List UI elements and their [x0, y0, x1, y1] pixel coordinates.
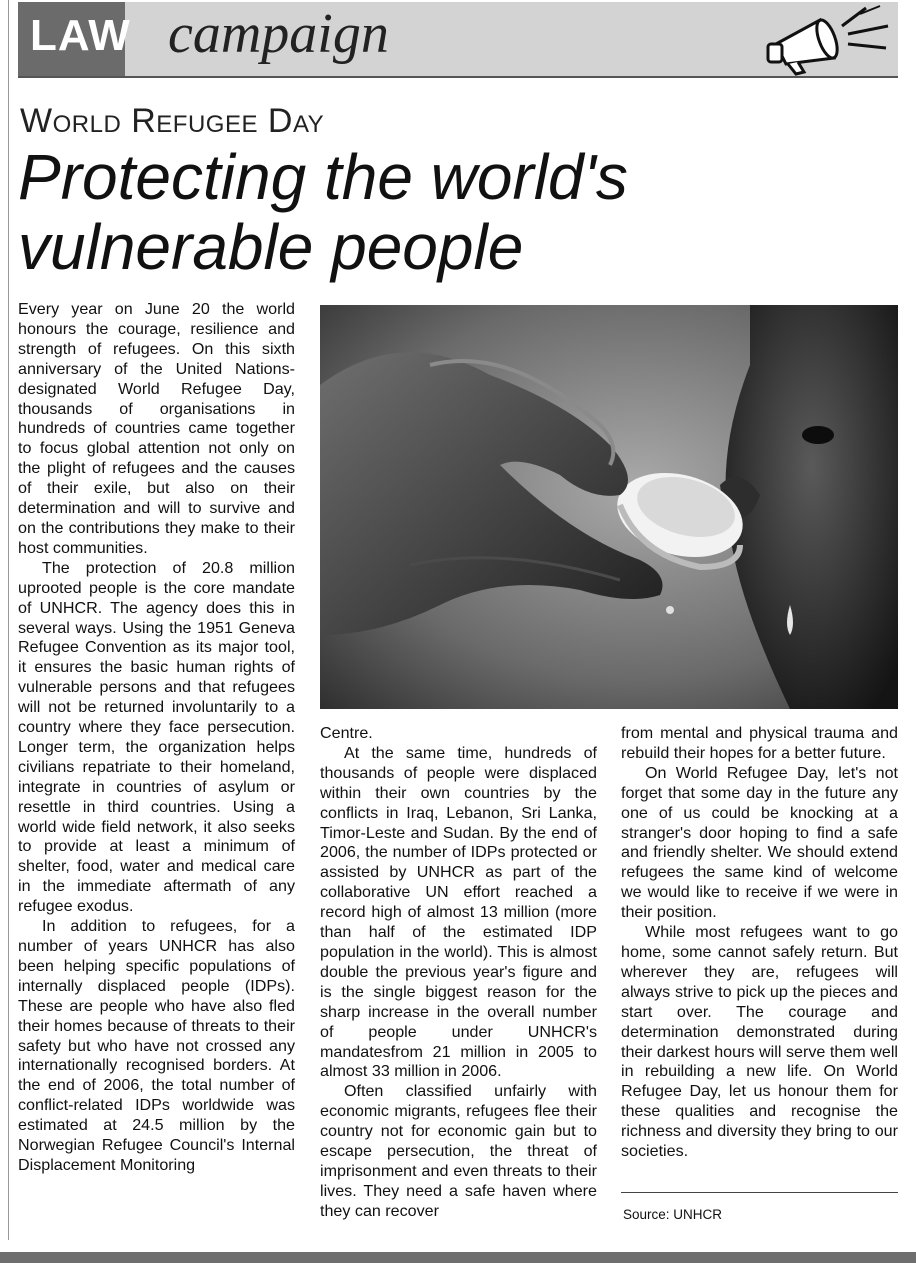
banner-underline [18, 76, 898, 78]
article-paragraph: The protection of 20.8 million uprooted people is the core mandate of UNHCR. The agency does this in several ways. Using the 1951 Geneva Refugee Convention as its major tool, it ensures the basic human rights of vulnerable persons and that refugees will not be returned involuntarily to a country where they face persecution. Longer term, the organization helps civilians repatriate to their homeland, integrate in countries of asylum or resettle in third countries. Using a world wide field network, it also seeks to provide at least a minimum of shelter, food, water and medical care in the immediate aftermath of any refugee exodus. [18, 558, 295, 916]
photo-hand-giving-water-to-child [320, 305, 898, 709]
source-divider [621, 1192, 898, 1193]
megaphone-icon [762, 4, 894, 76]
article-kicker: World Refugee Day [20, 102, 325, 140]
article-paragraph: In addition to refugees, for a number of years UNHCR has also been helping specific populations of internally displaced people (IDPs). These are people who have also fled their homes because of threats to their safety but who have not crossed any internationally recognised borders. At the end of 2006, the total number of conflict-related IDPs worldwide was estimated at 24.5 million by the Norwegian Refugee Council's Internal Displacement Monitoring [18, 917, 295, 1174]
section-prefix: LAW [30, 11, 131, 60]
article-paragraph: Every year on June 20 the world honours the courage, resilience and strength of refugees. On this sixth anniversary of the United Nations-designated World Refugee Day, thousands of organisations in hundreds of countries came together to focus global attention not only on the plight of refugees and the causes of their exile, but also on their determination and will to survive and on the contributions they make to their host communities. [18, 300, 295, 557]
article-column-1 [18, 300, 295, 1176]
article-source: Source: UNHCR [623, 1207, 723, 1222]
article-paragraph: Centre. [320, 724, 373, 742]
section-name: campaign [168, 3, 389, 65]
article-paragraph: While most refugees want to go home, some cannot safely return. But wherever they are, refugees will always strive to pick up the pieces and start over. The courage and determination demonstrated during their darkest hours will serve them well in rebuilding a new life. On World Refugee Day, let us honour them for these qualities and recognise the richness and diversity they bring to our societies. [621, 923, 898, 1161]
article-headline: Protecting the world's vulnerable people [18, 141, 628, 283]
article-paragraph: Often classified unfairly with economic migrants, refugees flee their country not for economic gain but to escape persecution, the threat of imprisonment and even threats to their lives. They need a safe haven where they can recover [320, 1082, 597, 1220]
article-paragraph: from mental and physical trauma and rebuild their hopes for a better future. [621, 724, 898, 762]
page-bottom-bar [0, 1252, 916, 1263]
article-paragraph: On World Refugee Day, let's not forget that some day in the future any one of us could be knocking at a stranger's door hoping to find a safe and friendly shelter. We should extend refugees the same kind of welcome we would like to receive if we were in their position. [621, 763, 898, 922]
article-paragraph: At the same time, hundreds of thousands of people were displaced within their own countries by the conflicts in Iraq, Lebanon, Sri Lanka, Timor-Leste and Sudan. By the end of 2006, the number of IDPs protected or assisted by UNHCR as part of the collaborative UN effort reached a record high of almost 13 million (more than half of the estimated IDP population in the world). This is almost double the previous year's figure and is the single biggest reason for the sharp increase in the overall number of people under UNHCR's mandatesfrom 21 million in 2005 to almost 33 million in 2006. [320, 743, 597, 1081]
page-margin-rule [8, 0, 9, 1240]
article-column-2 [320, 724, 597, 1222]
article-column-3 [621, 724, 898, 1162]
